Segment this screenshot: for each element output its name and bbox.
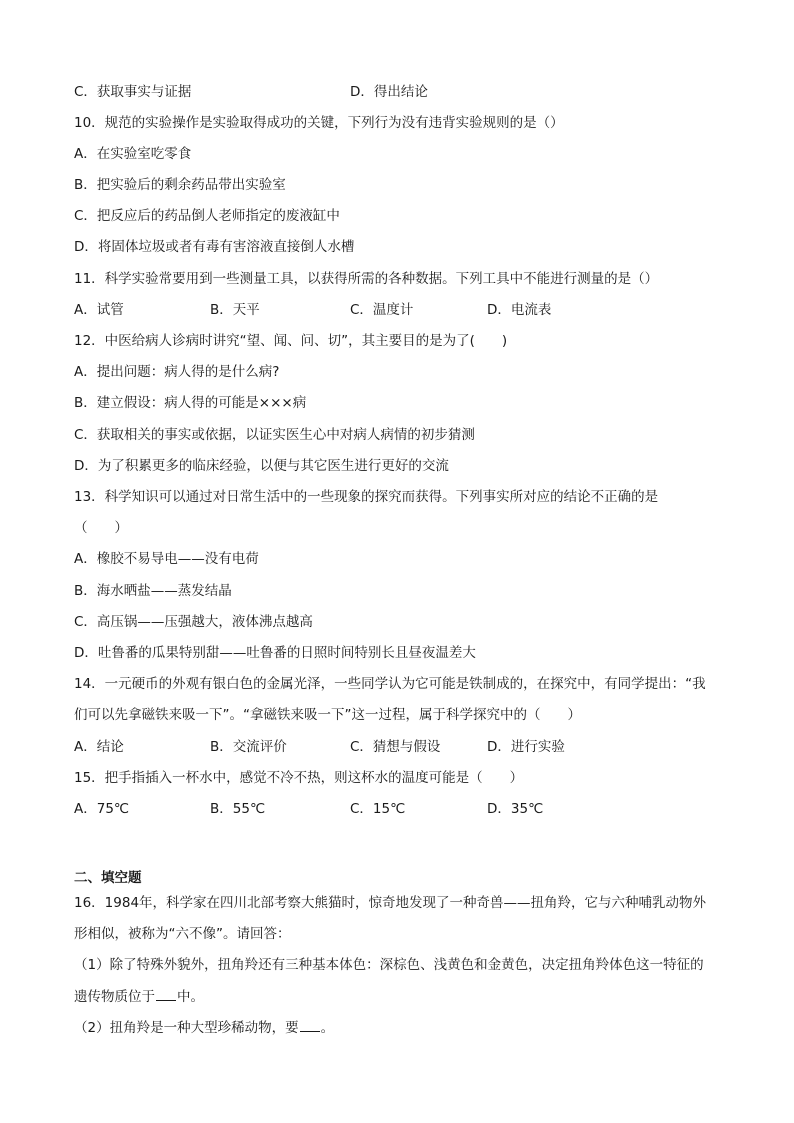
q12-stem: 12．中医给病人诊病时讲究“望、闻、问、切”，其主要目的是为了( ) (74, 333, 508, 349)
q11-option-a: A．试管 (74, 302, 124, 318)
q12-option-d: D．为了积累更多的临床经验，以便与其它医生进行更好的交流 (74, 458, 449, 474)
q16-sub2-text-before: （2）扭角羚是一种大型珍稀动物，要 (74, 1020, 299, 1036)
q12-option-c: C．获取相关的事实或依据，以证实医生心中对病人病情的初步猜测 (74, 427, 475, 443)
q15-option-a: A．75℃ (74, 801, 130, 817)
q16-sub2 (74, 1018, 334, 1037)
q13-option-b: B．海水晒盐——蒸发结晶 (74, 583, 232, 599)
section-title-fill-in: 二、填空题 (74, 870, 142, 886)
q13-option-d: D．吐鲁番的瓜果特别甜——吐鲁番的日照时间特别长且昼夜温差大 (74, 645, 476, 661)
q11-option-d: D．电流表 (487, 302, 552, 318)
q9-option-d: D．得出结论 (350, 84, 428, 100)
answer-blank[interactable] (156, 987, 176, 1001)
q12-option-a: A．提出问题：病人得的是什么病? (74, 364, 280, 380)
q10-stem: 10．规范的实验操作是实验取得成功的关键，下列行为没有违背实验规则的是（） (74, 115, 564, 131)
answer-blank[interactable] (300, 1018, 320, 1032)
q15-stem: 15．把手指插入一杯水中，感觉不冷不热，则这杯水的温度可能是（ ） (74, 770, 524, 786)
q15-option-c: C．15℃ (350, 801, 406, 817)
q16-sub1-text-after: 中。 (177, 989, 204, 1005)
q14-option-b: B．交流评价 (210, 739, 287, 755)
q14-option-d: D．进行实验 (487, 739, 565, 755)
q15-option-b: B．55℃ (210, 801, 266, 817)
q13-option-c: C．高压锅——压强越大，液体沸点越高 (74, 614, 313, 630)
q10-option-d: D．将固体垃圾或者有毒有害溶液直接倒人水槽 (74, 239, 355, 255)
q16-sub1-line1: （1）除了特殊外貌外，扭角羚还有三种基本体色：深棕色、浅黄色和金黄色，决定扭角羚体色这一特征的 (74, 957, 704, 973)
q13-option-a: A．橡胶不易导电——没有电荷 (74, 551, 259, 567)
q11-option-c: C．温度计 (350, 302, 414, 318)
q13-stem-line2: （ ） (74, 520, 128, 536)
q14-option-a: A．结论 (74, 739, 124, 755)
q10-option-a: A．在实验室吃零食 (74, 146, 192, 162)
q16-stem-line1: 16．1984年，科学家在四川北部考察大熊猫时，惊奇地发现了一种奇兽——扭角羚，它与六种哺乳动物外 (74, 895, 707, 911)
q14-option-c: C．猜想与假设 (350, 739, 441, 755)
q9-option-c: C．获取事实与证据 (74, 84, 192, 100)
q16-stem-line2: 形相似，被称为“六不像”。请回答： (74, 926, 291, 942)
q11-stem: 11．科学实验常要用到一些测量工具，以获得所需的各种数据。下列工具中不能进行测量的是（） (74, 271, 659, 287)
q16-sub1-text-before: 遗传物质位于 (74, 989, 155, 1005)
q10-option-b: B．把实验后的剩余药品带出实验室 (74, 177, 286, 193)
q10-option-c: C．把反应后的药品倒人老师指定的废液缸中 (74, 208, 340, 224)
q14-stem-line2: 们可以先拿磁铁来吸一下”。“拿磁铁来吸一下”这一过程，属于科学探究中的（ ） (74, 707, 581, 723)
q16-sub1-line2 (74, 987, 204, 1006)
q15-option-d: D．35℃ (487, 801, 544, 817)
q16-sub2-text-after: 。 (320, 1020, 335, 1036)
q14-stem-line1: 14．一元硬币的外观有银白色的金属光泽，一些同学认为它可能是铁制成的，在探究中，有同学提出：“我 (74, 676, 706, 692)
q11-option-b: B．天平 (210, 302, 260, 318)
q12-option-b: B．建立假设：病人得的可能是×××病 (74, 395, 307, 411)
q13-stem-line1: 13．科学知识可以通过对日常生活中的一些现象的探究而获得。下列事实所对应的结论不正确的是 (74, 489, 659, 505)
